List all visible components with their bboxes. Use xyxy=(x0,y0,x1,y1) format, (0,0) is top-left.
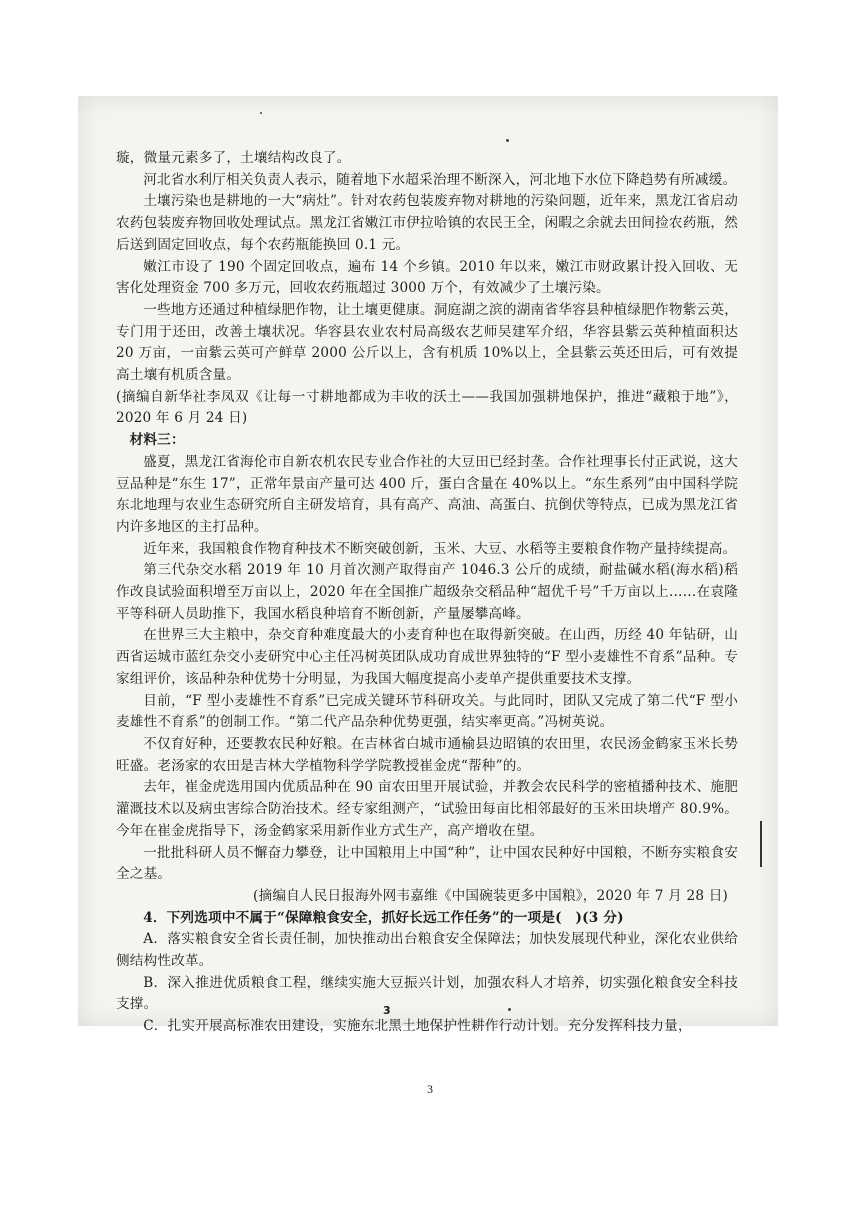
paragraph-second-generation: 目前，“F 型小麦雄性不育系”已完成关键环节科研攻关。与此同时，团队又完成了第二代“F 型小麦雄性不育系”的创制工作。“第二代产品杂种优势更强，结实率更高。”冯树英说。 xyxy=(116,692,738,731)
material-three-heading: 材料三： xyxy=(129,432,185,449)
paragraph-groundwater: 河北省水利厅相关负责人表示，随着地下水超采治理不断深入，河北地下水位下降趋势有所减缓。 xyxy=(143,171,737,188)
margin-mark xyxy=(760,821,762,867)
scan-speck xyxy=(508,1008,511,1011)
paragraph-breeding: 近年来，我国粮食作物育种技术不断突破创新，玉米、大豆、水稻等主要粮食作物产量持续提高。 xyxy=(143,540,737,557)
paragraph-soil-pollution: 土壤污染也是耕地的一大“病灶”。针对农药包装废弃物对耕地的污染问题，近年来，黑龙江省启动农药包装废弃物回收处理试点。黑龙江省嫩江市伊拉哈镇的农民王全，闲暇之余就去田间捡农药瓶，然后送到固定回收点，每个农药瓶能换回 0.1 元。 xyxy=(116,193,738,253)
page-number: 3 xyxy=(427,1082,433,1096)
paragraph-continuation: 璇，微量元素多了，土壤结构改良了。 xyxy=(116,150,351,166)
document-body xyxy=(116,148,738,1038)
paragraph-teach-farmers: 不仅育好种，还要教农民种好粮。在吉林省白城市通榆县边昭镇的农田里，农民汤金鹤家玉米长势旺盛。老汤家的农田是吉林大学植物科学学院教授崔金虎“帮种”的。 xyxy=(116,735,738,774)
paragraph-soybean: 盛夏，黑龙江省海伦市自新农机农民专业合作社的大豆田已经封垄。合作社理事长付正武说，这大豆品种是“东生 17”，正常年景亩产量可达 400 斤，蛋白含量在 40%以上。“东生系列”由中国科学院东北地理与农业生态研究所自主研发培育，具有高产、高油、高蛋白、抗倒伏等特点，已成为黑龙江省内许多地区的主打品种。 xyxy=(116,453,738,535)
paragraph-green-manure: 一些地方还通过种植绿肥作物，让土壤更健康。洞庭湖之滨的湖南省华容县种植绿肥作物紫云英，专门用于还田，改善土壤状况。华容县农业农村局高级农艺师吴建军介绍，华容县紫云英种植面积达 20 万亩，一亩紫云英可产鲜草 2000 公斤以上，含有机质 10%以上，全县紫云英还田后，可有效提高土壤有机质含量。 xyxy=(116,301,738,384)
paragraph-researchers: 一批批科研人员不懈奋力攀登，让中国粮用上中国“种”，让中国农民种好中国粮，不断夯实粮食安全之基。 xyxy=(116,844,738,883)
option-c: C．扎实开展高标准农田建设，实施东北黑土地保护性耕作行动计划。充分发挥科技力量， xyxy=(143,1018,692,1035)
option-b: B．深入推进优质粮食工程，继续实施大豆振兴计划，加强农科人才培养，切实强化粮食安全科技支撑。 xyxy=(116,974,738,1013)
source-citation-xinhua: (摘编自新华社李凤双《让每一寸耕地都成为丰收的沃土——我国加强耕地保护，推进“藏粮于地”》，2020 年 6 月 24 日) xyxy=(116,388,738,427)
scan-speck xyxy=(260,112,262,114)
scanned-page xyxy=(78,96,778,1035)
paragraph-trial-field: 去年，崔金虎选用国内优质品种在 90 亩农田里开展试验，并教会农民科学的密植播种技术、施肥灌溉技术以及病虫害综合防治技术。经专家组测产，“试验田每亩比相邻最好的玉米田块增产 80.9%。今年在崔金虎指导下，汤金鹤家采用新作业方式生产，高产增收在望。 xyxy=(116,779,738,839)
scan-page-number: 3 xyxy=(383,1004,391,1017)
option-a: A．落实粮食安全省长责任制，加快推动出台粮食安全保障法；加快发展现代种业，深化农业供给侧结构性改革。 xyxy=(116,931,738,970)
question-4: 4．下列选项中不属于“保障粮食安全，抓好长远工作任务”的一项是( )(3 分) xyxy=(143,909,624,926)
scan-speck xyxy=(506,139,509,142)
paragraph-wheat: 在世界三大主粮中，杂交育种难度最大的小麦育种也在取得新突破。在山西，历经 40 年钻研，山西省运城市蓝红杂交小麦研究中心主任冯树英团队成功育成世界独特的“F 型小麦雄性不育系”品种。专家组评价，该品种杂种优势十分明显，为我国大幅度提高小麦单产提供重要技术支撑。 xyxy=(116,627,738,687)
paragraph-nenjiang-recycling: 嫩江市设了 190 个固定回收点，遍布 14 个乡镇。2010 年以来，嫩江市财政累计投入回收、无害化处理资金 700 多万元，回收农药瓶超过 3000 万个，有效减少了土壤污染。 xyxy=(116,258,738,297)
source-citation-peoples-daily: (摘编自人民日报海外网韦嘉维《中国碗装更多中国粮》，2020 年 7 月 28 日) xyxy=(253,887,728,904)
paragraph-rice: 第三代杂交水稻 2019 年 10 月首次测产取得亩产 1046.3 公斤的成绩，耐盐碱水稻(海水稻)稻作改良试验面积增至万亩以上，2020 年在全国推广超级杂交稻品种“超优千号”千万亩以上……在袁隆平等科研人员助推下，我国水稻良种培育不断创新，产量屡攀高峰。 xyxy=(116,562,738,622)
